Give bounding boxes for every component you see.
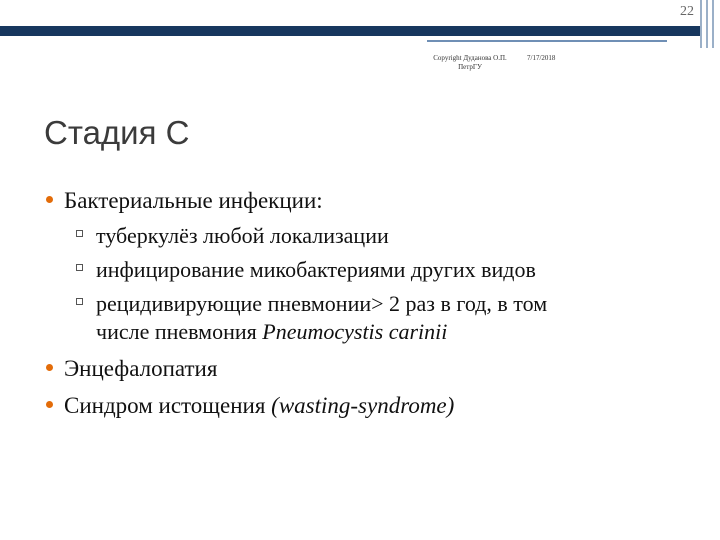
bullet-text: Энцефалопатия (64, 356, 218, 381)
bullet-dot-icon (46, 196, 53, 203)
slide-title: Стадия С (44, 114, 190, 151)
pathogen-name: Pneumocystis carinii (262, 319, 448, 344)
slide-date: 7/17/2018 (527, 54, 556, 62)
bullet-dot-icon (46, 401, 53, 408)
copyright-text (420, 54, 520, 72)
wasting-label: Синдром истощения (64, 393, 272, 418)
corner-decoration (698, 0, 720, 48)
sub-item-text: туберкулёз любой локализации (96, 223, 389, 248)
copyright-author: Copyright Дуданова О.П. (433, 54, 507, 62)
sub-item-line1: рецидивирующие пневмонии> 2 раз в год, в том (96, 291, 548, 316)
header-bar (0, 26, 700, 36)
sub-item-text: инфицирование микобактериями других видов (96, 257, 536, 282)
bullet-text: Бактериальные инфекции: (64, 188, 323, 213)
bullet-text (64, 393, 454, 419)
slide-number: 22 (680, 4, 694, 19)
square-bullet-icon (76, 298, 83, 305)
square-bullet-icon (76, 264, 83, 271)
square-bullet-icon (76, 230, 83, 237)
wasting-term: (wasting-syndrome) (271, 393, 455, 418)
copyright-org: ПетрГУ (458, 63, 482, 71)
header-accent-line (427, 40, 667, 42)
sub-item-text (96, 290, 547, 346)
sub-item-line2: числе пневмония (96, 319, 263, 344)
bullet-dot-icon (46, 364, 53, 371)
